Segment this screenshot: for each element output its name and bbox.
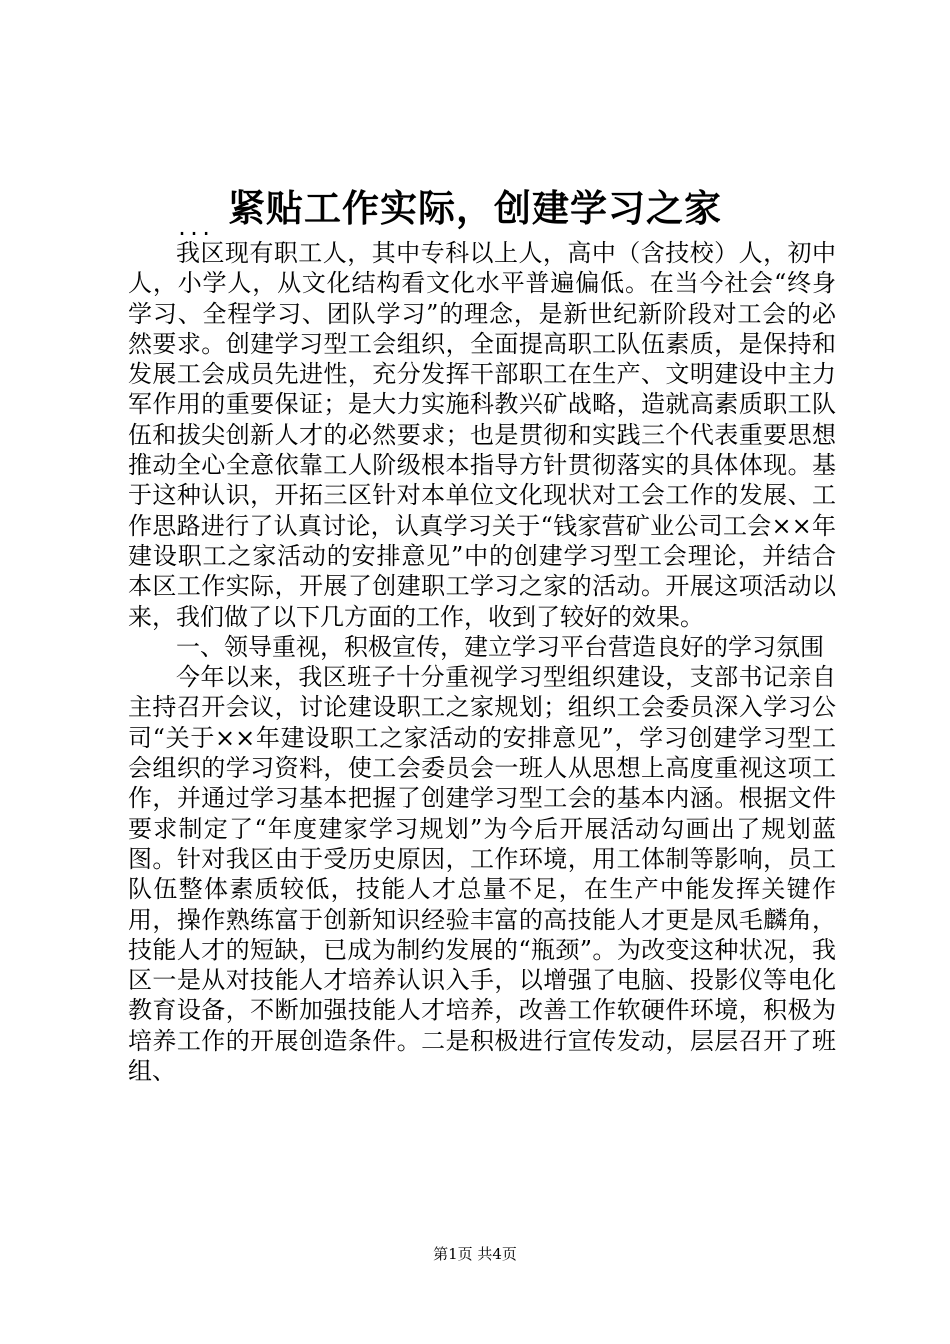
document-body bbox=[128, 238, 836, 1086]
paragraph-section-1: 今年以来，我区班子十分重视学习型组织建设，支部书记亲自主持召开会议，讨论建设职工之家规划；组织工会委员深入学习公司“关于××年建设职工之家活动的安排意见”，学习创建学习型工会组织的学习资料，使工会委员会一班人从思想上高度重视这项工作，并通过学习基本把握了创建学习型工会的基本内涵。根据文件要求制定了“年度建家学习规划”为今后开展活动勾画出了规划蓝图。针对我区由于受历史原因，工作环境，用工体制等影响，员工队伍整体素质较低，技能人才总量不足，在生产中能发挥关键作用，操作熟练富于创新知识经验丰富的高技能人才更是凤毛麟角，技能人才的短缺，已成为制约发展的“瓶颈”。为改变这种状况，我区一是从对技能人才培养认识入手，以增强了电脑、投影仪等电化教育设备，不断加强技能人才培养，改善工作软硬件环境，积极为培养工作的开展创造条件。二是积极进行宣传发动，层层召开了班组、 bbox=[128, 663, 836, 1086]
paragraph-intro: 我区现有职工人，其中专科以上人，高中（含技校）人，初中人，小学人，从文化结构看文化水平普遍偏低。在当今社会“终身学习、全程学习、团队学习”的理念，是新世纪新阶段对工会的必然要求。创建学习型工会组织，全面提高职工队伍素质，是保持和发展工会成员先进性，充分发挥干部职工在生产、文明建设中主力军作用的重要保证；是大力实施科教兴矿战略，造就高素质职工队伍和拔尖创新人才的必然要求；也是贯彻和实践三个代表重要思想推动全心全意依靠工人阶级根本指导方针贯彻落实的具体体现。基于这种认识，开拓三区针对本单位文化现状对工会工作的发展、工作思路进行了认真讨论，认真学习关于“钱家营矿业公司工会××年建设职工之家活动的安排意见”中的创建学习型工会理论，并结合本区工作实际，开展了创建职工学习之家的活动。开展这项活动以来，我们做了以下几方面的工作，收到了较好的效果。 bbox=[128, 239, 836, 631]
ellipsis-mark: ... bbox=[176, 216, 213, 240]
document-title: 紧贴工作实际，创建学习之家 bbox=[228, 186, 722, 230]
page-number-footer: 第1页 共4页 bbox=[433, 1245, 517, 1263]
section-heading-1: 一、领导重视，积极宣传，建立学习平台营造良好的学习氛围 bbox=[176, 632, 824, 661]
